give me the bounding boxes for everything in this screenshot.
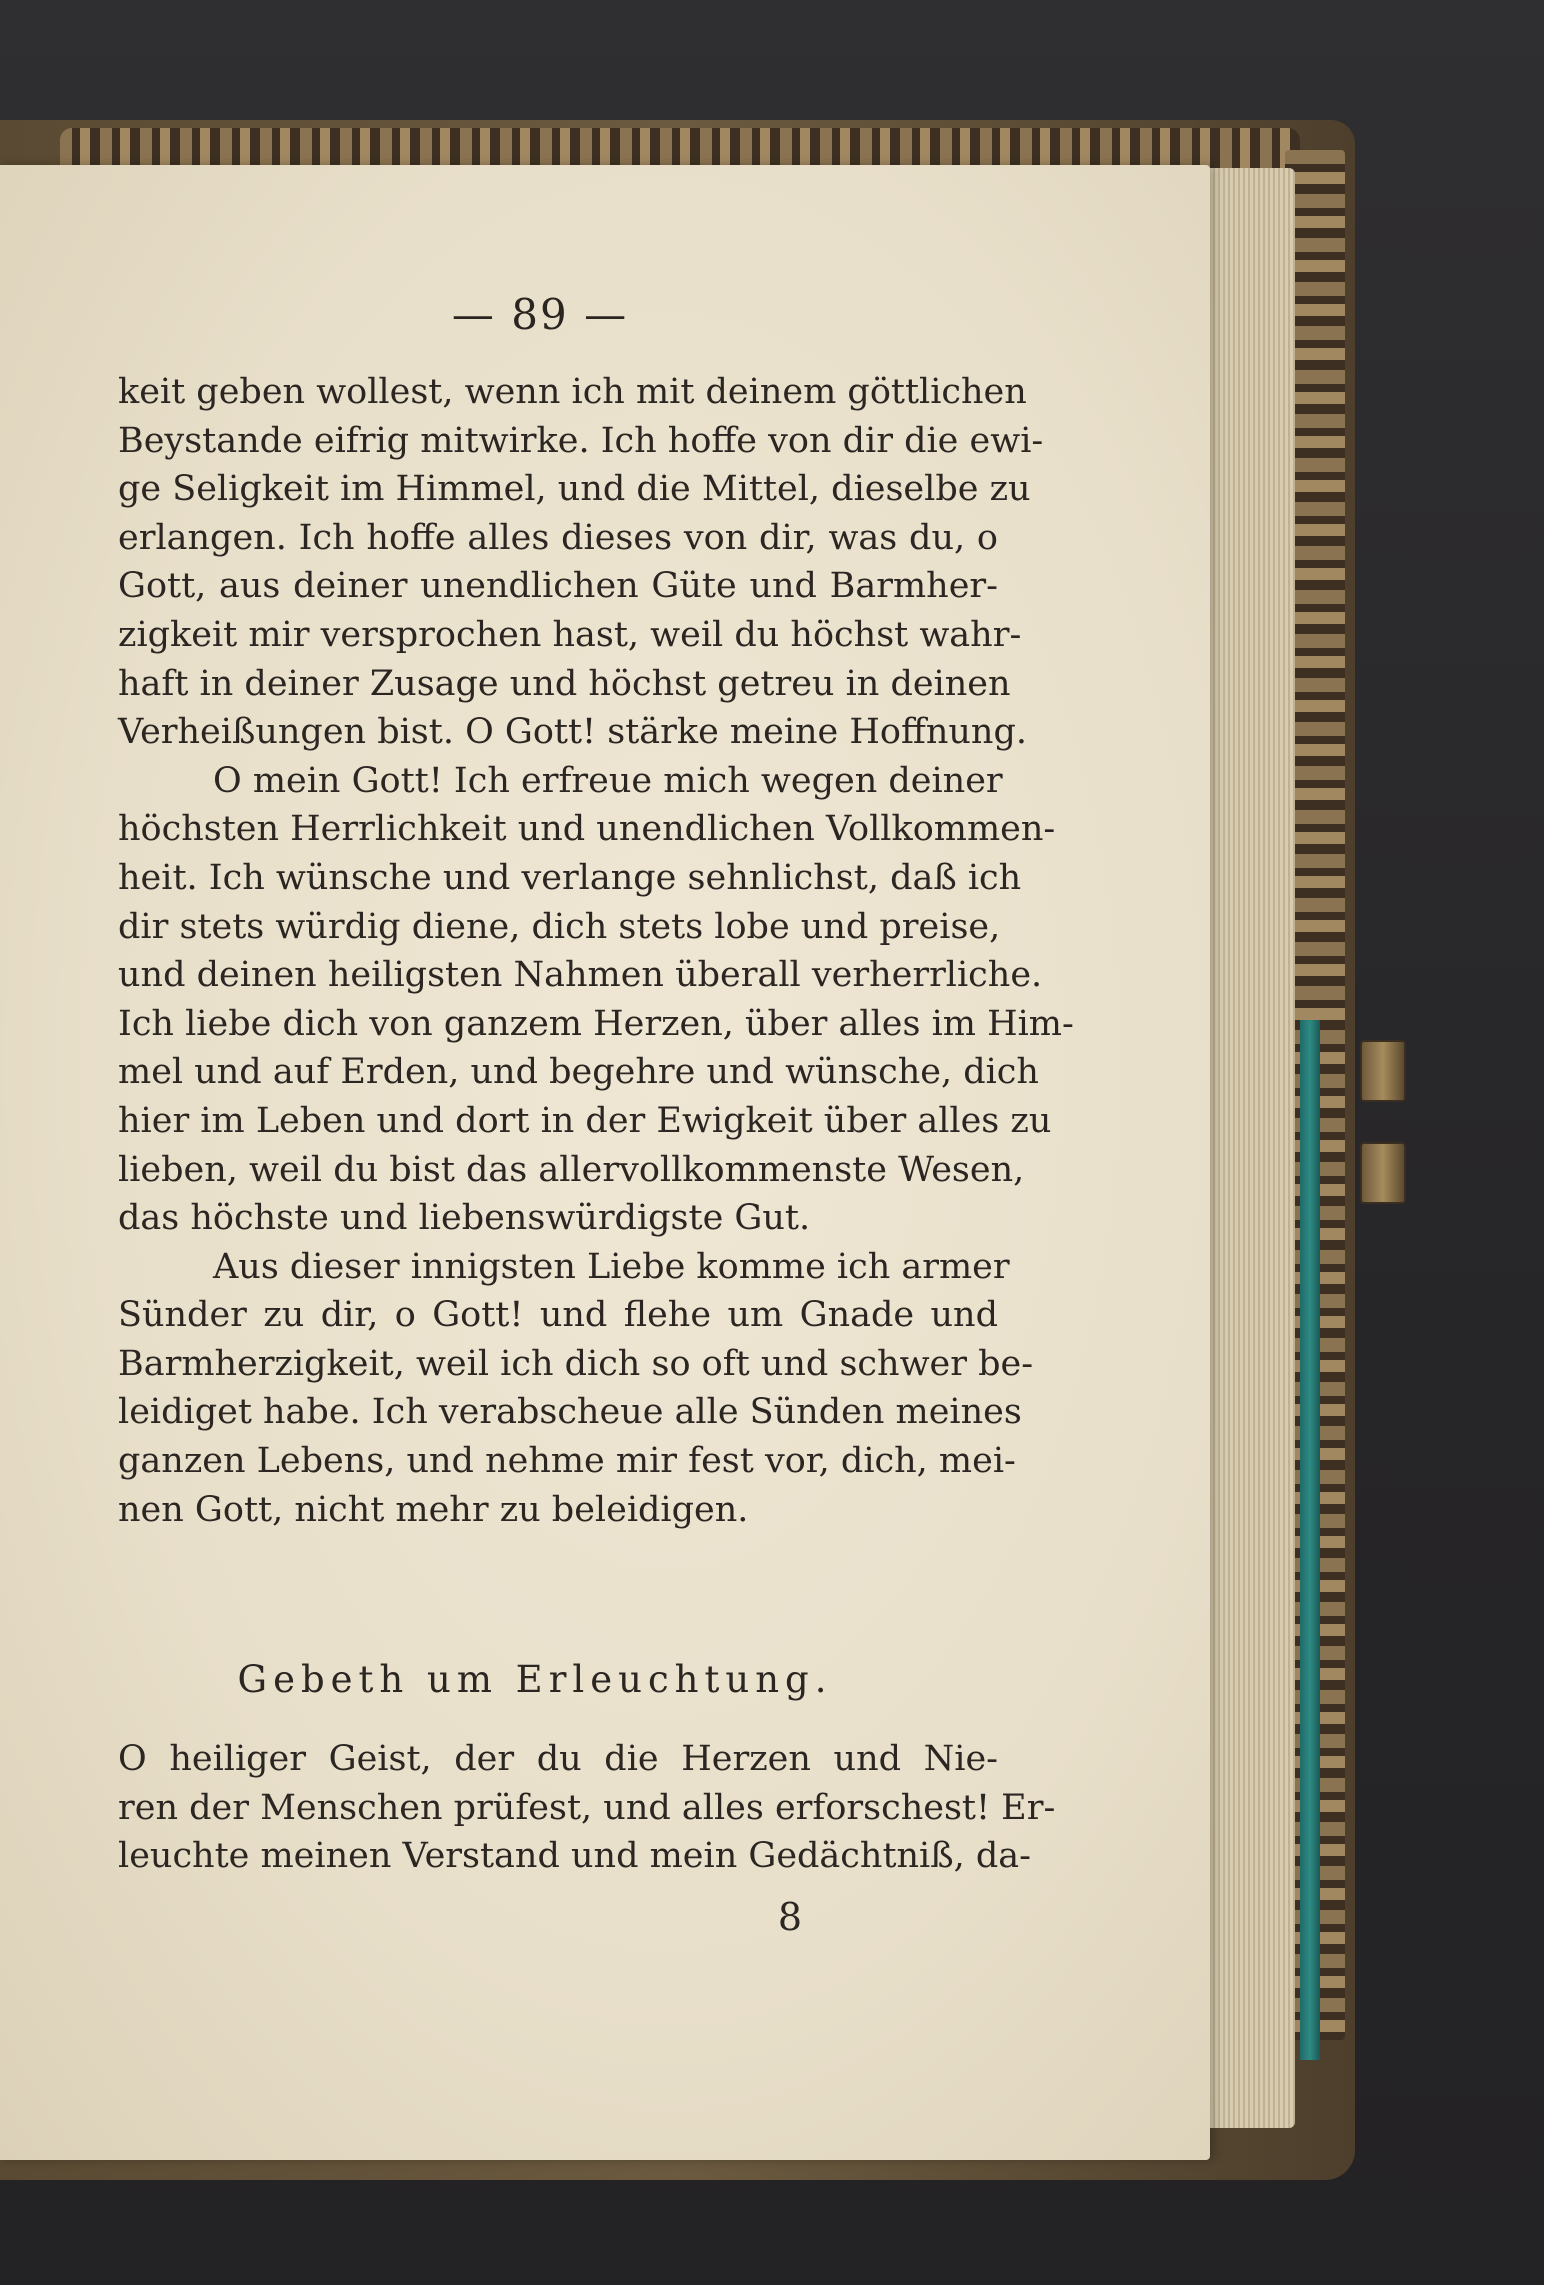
book-clasp-lower [1360,1142,1406,1204]
text-line: Gott, aus deiner unendlichen Güte und Barmher- [118,566,998,607]
text-line: ge Seligkeit im Himmel, und die Mittel, dieselbe zu [118,469,1031,510]
text-line: dir stets würdig diene, dich stets lobe und preise, [118,906,1001,947]
signature-mark: 8 [777,1895,803,1939]
prayer-heading: Gebeth um Erleuchtung. [237,1658,833,1701]
text-line: Aus dieser innigsten Liebe komme ich armer [213,1246,1010,1287]
text-line: höchsten Herrlichkeit und unendlichen Vollkommen- [118,809,1056,850]
text-line: O mein Gott! Ich erfreue mich wegen deiner [213,760,1003,801]
body-text-upper [118,368,1074,1534]
text-line: lieben, weil du bist das allervollkommenste Wesen, [118,1149,1025,1190]
text-line: leuchte meinen Verstand und mein Gedächtniß, da- [118,1836,1031,1877]
text-line: keit geben wollest, wenn ich mit deinem göttlichen [118,372,1027,412]
page-number-header: — 89 — [451,290,629,339]
book-clasp-upper [1360,1040,1406,1102]
text-line: das höchste und liebenswürdigste Gut. [118,1198,811,1239]
text-line: Ich liebe dich von ganzem Herzen, über alles im Him- [118,1003,1074,1044]
text-line: und deinen heiligsten Nahmen überall verherrliche. [118,955,1043,996]
text-line: erlangen. Ich hoffe alles dieses von dir, was du, o [118,517,998,558]
text-line: heit. Ich wünsche und verlange sehnlichst, daß ich [118,857,1022,898]
text-line: ren der Menschen prüfest, und alles erforschest! Er- [118,1787,1056,1828]
text-line: Barmherzigkeit, weil ich dich so oft und schwer be- [118,1343,1034,1384]
text-line: ganzen Lebens, und nehme mir fest vor, dich, mei- [118,1441,1016,1482]
text-line: O heiliger Geist, der du die Herzen und Nie- [118,1739,998,1779]
text-line: mel und auf Erden, und begehre und wünsche, dich [118,1052,1039,1093]
text-line: zigkeit mir versprochen hast, weil du höchst wahr- [118,614,1022,655]
text-line: leidiget habe. Ich verabscheue alle Sünden meines [118,1392,1022,1433]
body-text-lower [118,1735,1056,1881]
text-line: Beystande eifrig mitwirke. Ich hoffe von dir die ewi- [118,420,1044,461]
text-line: Verheißungen bist. O Gott! stärke meine Hoffnung. [118,712,1028,753]
text-line: nen Gott, nicht mehr zu beleidigen. [118,1489,749,1530]
text-line: hier im Leben und dort in der Ewigkeit über alles zu [118,1100,1052,1141]
text-line: Sünder zu dir, o Gott! und flehe um Gnade und [118,1295,998,1336]
text-line: haft in deiner Zusage und höchst getreu in deinen [118,663,1011,704]
cover-ornament-top [60,128,1300,168]
